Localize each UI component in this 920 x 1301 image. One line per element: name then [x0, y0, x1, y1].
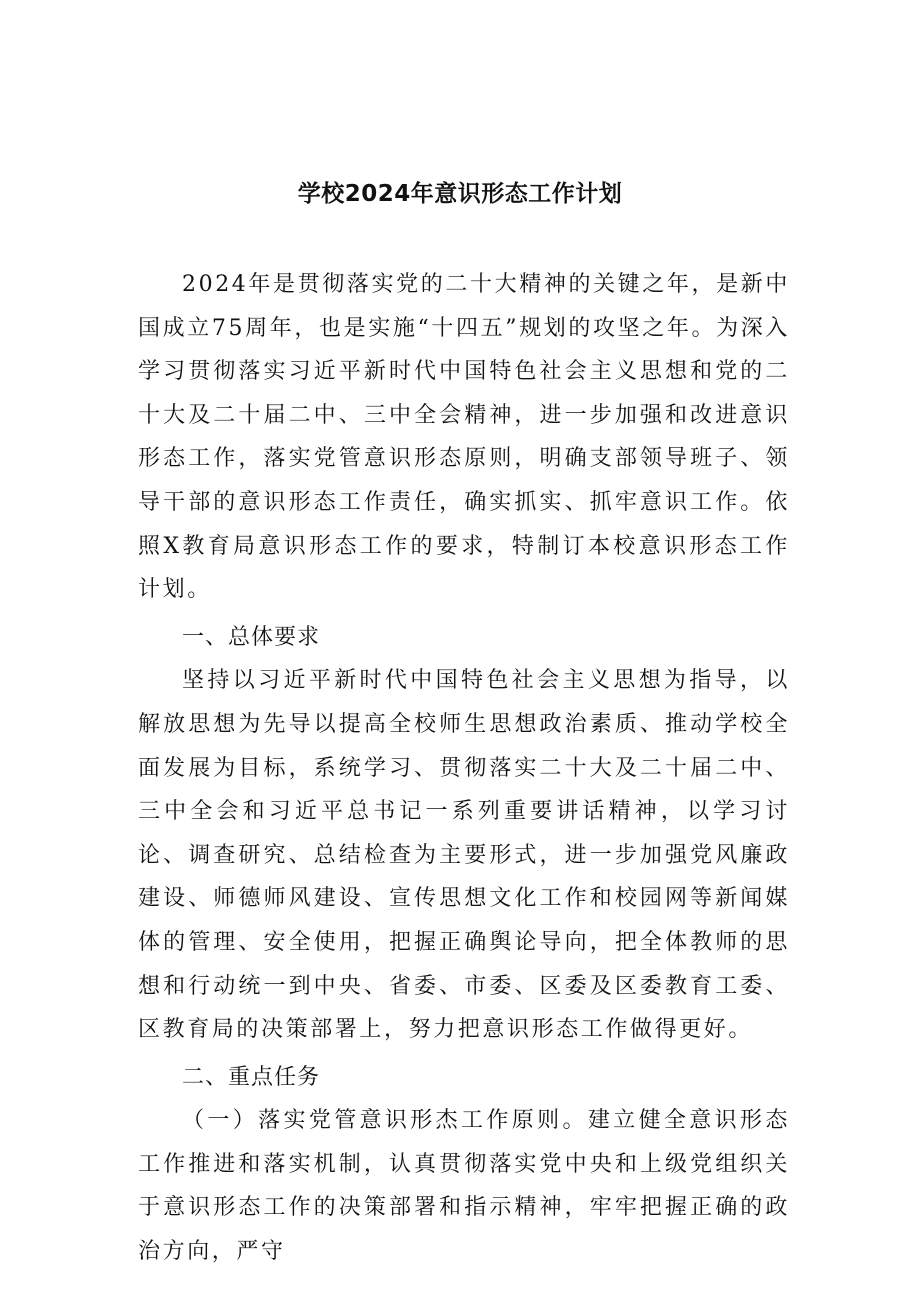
general-requirements-paragraph: 坚持以习近平新时代中国特色社会主义思想为指导，以解放思想为先导以提高全校师生思想政治素质、推动学校全面发展为目标，系统学习、贯彻落实二十大及二十届二中、三中全会和习近平总书记一系列重要讲话精神，以学习讨论、调查研究、总结检查为主要形式，进一步加强党风廉政建设、师德师风建设、宣传思想文化工作和校园网等新闻媒体的管理、安全使用，把握正确舆论导向，把全体教师的思想和行动统一到中央、省委、市委、区委及区委教育工委、区教育局的决策部署上，努力把意识形态工作做得更好。	[138, 668, 790, 1043]
section-heading-key-tasks: 二、重点任务	[182, 1064, 321, 1090]
document-title: 学校2024年意识形态工作计划	[297, 181, 623, 207]
key-tasks-paragraph: （一）落实党管意识形杰工作原则。建立健全意识形态工作推进和落实机制，认真贯彻落实党中央和上级党组织关于意识形态工作的决策部署和指示精神，牢牢把握正确的政治方向，严守	[138, 1108, 790, 1265]
section-heading-general-requirements: 一、总体要求	[182, 624, 321, 650]
document-body	[138, 263, 790, 1274]
intro-paragraph: 2024年是贯彻落实党的二十大精神的关键之年，是新中国成立75周年，也是实施“十四五”规划的攻坚之年。为深入学习贯彻落实习近平新时代中国特色社会主义思想和党的二十大及二十届二中、三中全会精神，进一步加强和改进意识形态工作，落实党管意识形态原则，明确支部领导班子、领导干部的意识形态工作责任，确实抓实、抓牢意识工作。依照X教育局意识形态工作的要求，特制订本校意识形态工作计划。	[138, 272, 790, 603]
